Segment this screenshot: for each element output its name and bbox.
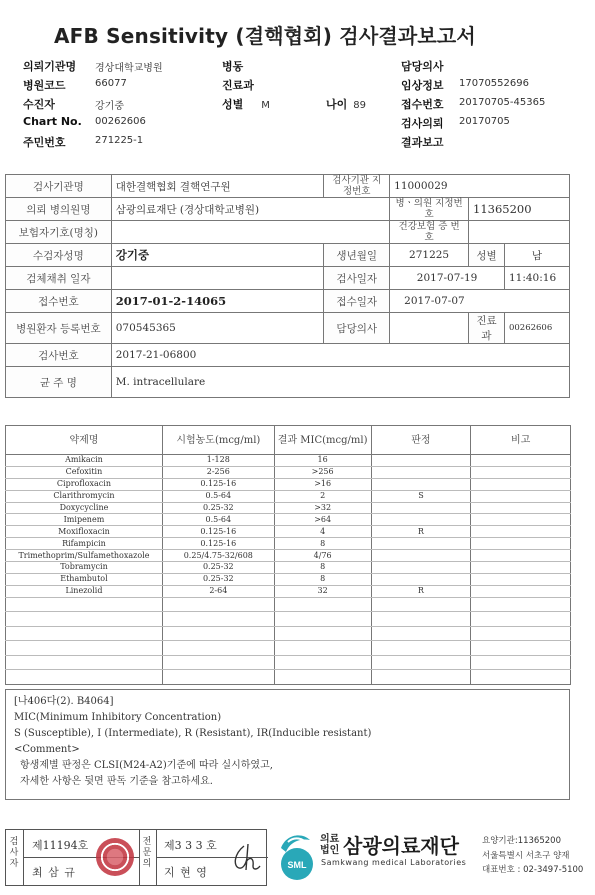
interp-cell (371, 562, 471, 574)
org-name: 삼광의료재단 (343, 834, 459, 858)
remark-cell (471, 641, 571, 656)
test-date-label: 검사일자 (324, 267, 390, 290)
hosp-code-value: 11365200 (469, 198, 570, 221)
header-field-value: 20170705 (459, 116, 510, 127)
note-line: S (Susceptible), I (Intermediate), R (Resistant), IR(Inducible resistant) (14, 728, 372, 739)
drug-name-cell: Imipenem (6, 514, 163, 526)
insurance-value (469, 221, 570, 244)
signature-box (5, 829, 267, 886)
remark-cell (471, 455, 571, 467)
interp-cell (371, 655, 471, 670)
remark-cell (471, 514, 571, 526)
notes-box (5, 689, 570, 800)
mic-cell (274, 655, 371, 670)
interp-cell (371, 641, 471, 656)
test-time-value: 11:40:16 (504, 267, 569, 290)
hosp-reg-value: 070545365 (111, 313, 324, 344)
mic-cell: >16 (274, 478, 371, 490)
header-field-label: Chart No. (23, 115, 82, 128)
drug-name-cell: Moxifloxacin (6, 526, 163, 538)
test-range-cell: 2-64 (162, 585, 274, 597)
drug-row (6, 502, 571, 514)
interp-cell (371, 612, 471, 627)
inspector-name: 최 삼 규 (32, 866, 76, 879)
interp-cell: S (371, 490, 471, 502)
collect-value (111, 267, 324, 290)
drug-name-cell: Ciprofloxacin (6, 478, 163, 490)
ward-label: 병동 (222, 60, 244, 73)
insured-value (111, 221, 389, 244)
header-field-value: 강기중 (95, 101, 124, 112)
specialist-name: 지 현 영 (164, 866, 208, 879)
exam-no-label: 검사번호 (6, 344, 112, 367)
specialist-signature (230, 840, 262, 874)
mic-cell: 4 (274, 526, 371, 538)
remark-cell (471, 490, 571, 502)
interp-cell (371, 626, 471, 641)
remark-cell (471, 655, 571, 670)
drug-table-header-cell: 비고 (471, 426, 571, 455)
drug-name-cell: Cefoxitin (6, 466, 163, 478)
organism-value: M. intracellulare (111, 367, 569, 398)
drug-table-header-cell: 판정 (371, 426, 471, 455)
org-name-en: Samkwang medical Laboratories (321, 858, 467, 867)
header-field-label: 수진자 (23, 98, 55, 111)
drug-name-cell: Rifampicin (6, 538, 163, 550)
interp-cell (371, 514, 471, 526)
interp-cell: R (371, 526, 471, 538)
req-hosp-label: 의뢰 병의원명 (6, 198, 112, 221)
receipt-date-value: 2017-07-07 (390, 290, 570, 313)
org-phone: 대표번호 : 02-3497-5100 (482, 865, 584, 875)
dept-label: 진료과 (222, 79, 254, 92)
header-field-label: 의뢰기관명 (23, 60, 77, 73)
sml-logo-icon (272, 830, 322, 882)
collect-label: 검체채취 일자 (6, 267, 112, 290)
mic-cell: >64 (274, 514, 371, 526)
remark-cell (471, 538, 571, 550)
sex-value: 남 (504, 244, 569, 267)
dept-label: 진료과 (469, 313, 505, 344)
remark-cell (471, 585, 571, 597)
drug-row (6, 562, 571, 574)
doctor-value (390, 313, 469, 344)
interp-cell (371, 478, 471, 490)
mic-cell: 8 (274, 562, 371, 574)
age-field: 나이 89 (326, 98, 366, 111)
interp-cell (371, 573, 471, 585)
header-field (23, 77, 127, 93)
test-range-cell: 0.25-32 (162, 562, 274, 574)
header-field-label: 병원코드 (23, 79, 66, 92)
inspector-label: 검사자 (9, 837, 19, 869)
mic-cell (274, 612, 371, 627)
note-line: 항생제별 판정은 CLSI(M24-A2)기준에 따라 실시하였고, (20, 760, 273, 771)
org-code: 요양기관:11365200 (482, 836, 561, 846)
test-range-cell: 0.25-32 (162, 573, 274, 585)
remark-cell (471, 562, 571, 574)
mic-cell: 8 (274, 538, 371, 550)
drug-name-cell (6, 612, 163, 627)
drug-row (6, 526, 571, 538)
drug-row (6, 573, 571, 585)
drug-name-cell (6, 626, 163, 641)
header-field-label: 임상정보 (401, 79, 444, 92)
sex-label: 성별 (469, 244, 505, 267)
patient-value: 강기중 (111, 244, 324, 267)
mic-cell: 2 (274, 490, 371, 502)
interp-cell (371, 670, 471, 685)
info-table (5, 174, 570, 398)
drug-name-cell (6, 597, 163, 612)
req-hosp-value: 삼광의료재단 (경상대학교병원) (111, 198, 389, 221)
remark-cell (471, 550, 571, 562)
header-field-value: 17070552696 (459, 78, 529, 89)
organism-label: 균 주 명 (6, 367, 112, 398)
drug-table-header-cell: 시험농도(mcg/ml) (162, 426, 274, 455)
exam-no-value: 2017-21-06800 (111, 344, 569, 367)
mic-cell (274, 597, 371, 612)
note-line: 자세한 사항은 뒷면 판독 기준을 참고하세요. (20, 776, 213, 787)
test-range-cell: 0.25/4.75-32/608 (162, 550, 274, 562)
remark-cell (471, 612, 571, 627)
remark-cell (471, 573, 571, 585)
drug-row (6, 550, 571, 562)
mic-cell: 32 (274, 585, 371, 597)
specialist-label: 전문의 (142, 837, 152, 869)
drug-table-header (6, 426, 571, 455)
doctor-label: 담당의사 (324, 313, 390, 344)
header-field (401, 134, 444, 150)
hosp-code-label: 병ㆍ의원 지정번호 (390, 198, 469, 221)
drug-row (6, 514, 571, 526)
drug-name-cell: Doxycycline (6, 502, 163, 514)
mic-cell: 4/76 (274, 550, 371, 562)
mic-cell (274, 670, 371, 685)
drug-name-cell: Tobramycin (6, 562, 163, 574)
header-field-label: 담당의사 (401, 60, 444, 73)
test-range-cell: 0.5-64 (162, 514, 274, 526)
test-range-cell: 0.125-16 (162, 538, 274, 550)
specialist-license: 제3 3 3 호 (164, 839, 217, 852)
remark-cell (471, 478, 571, 490)
accession-value: 2017-01-2-14065 (111, 290, 324, 313)
test-range-cell (162, 597, 274, 612)
header-field-label: 접수번호 (401, 98, 444, 111)
header-field (23, 96, 124, 112)
interp-cell (371, 538, 471, 550)
drug-row (6, 612, 571, 627)
mic-cell (274, 626, 371, 641)
drug-name-cell: Ethambutol (6, 573, 163, 585)
drug-name-cell: Clarithromycin (6, 490, 163, 502)
drug-row (6, 670, 571, 685)
remark-cell (471, 466, 571, 478)
drug-name-cell: Trimethoprim/Sulfamethoxazole (6, 550, 163, 562)
header-field (401, 77, 529, 93)
header-field (401, 115, 510, 131)
birth-label: 생년월일 (324, 244, 390, 267)
test-range-cell (162, 670, 274, 685)
birth-value: 271225 (390, 244, 469, 267)
drug-row (6, 585, 571, 597)
header-field (23, 115, 146, 128)
header-field-value: 경상대학교병원 (95, 63, 163, 74)
header-field-value: 20170705-45365 (459, 97, 546, 108)
drug-row (6, 626, 571, 641)
test-range-cell: 0.125-16 (162, 478, 274, 490)
interp-cell (371, 466, 471, 478)
mic-cell: >32 (274, 502, 371, 514)
org-address: 서울특별시 서초구 양재 (482, 851, 570, 861)
header-field (401, 96, 546, 112)
test-range-cell: 0.5-64 (162, 490, 274, 502)
test-range-cell (162, 626, 274, 641)
drug-name-cell (6, 670, 163, 685)
exam-org-label: 검사기관명 (6, 175, 112, 198)
test-range-cell: 1-128 (162, 455, 274, 467)
drug-name-cell (6, 655, 163, 670)
test-date-value: 2017-07-19 (390, 267, 505, 290)
sex-field: 성별 M (222, 98, 270, 111)
interp-cell (371, 550, 471, 562)
drug-row (6, 641, 571, 656)
header-field-label: 주민번호 (23, 136, 66, 149)
test-range-cell (162, 612, 274, 627)
test-range-cell (162, 641, 274, 656)
dept-value: 00262606 (504, 313, 569, 344)
mic-cell: 8 (274, 573, 371, 585)
header-field (23, 134, 144, 150)
inspector-license: 제11194호 (32, 839, 89, 852)
header-field (23, 58, 163, 74)
header-field-value: 271225-1 (95, 135, 144, 146)
hosp-reg-label: 병원환자 등록번호 (6, 313, 112, 344)
remark-cell (471, 626, 571, 641)
inspector-seal (96, 838, 134, 876)
mic-cell: 16 (274, 455, 371, 467)
test-range-cell: 0.125-16 (162, 526, 274, 538)
receipt-date-label: 접수일자 (324, 290, 390, 313)
test-range-cell: 0.25-32 (162, 502, 274, 514)
remark-cell (471, 670, 571, 685)
exam-code-label: 검사기관 지정번호 (324, 175, 390, 198)
drug-row (6, 655, 571, 670)
drug-table (5, 425, 571, 685)
drug-name-cell: Amikacin (6, 455, 163, 467)
interp-cell: R (371, 585, 471, 597)
exam-code-value: 11000029 (390, 175, 570, 198)
drug-row (6, 490, 571, 502)
header-field-label: 검사의뢰 (401, 117, 444, 130)
mic-cell: >256 (274, 466, 371, 478)
remark-cell (471, 526, 571, 538)
note-line: <Comment> (14, 744, 80, 755)
mic-cell (274, 641, 371, 656)
drug-name-cell: Linezolid (6, 585, 163, 597)
drug-row (6, 466, 571, 478)
header-field (401, 58, 444, 74)
drug-row (6, 455, 571, 467)
drug-table-header-cell: 약제명 (6, 426, 163, 455)
header-field-label: 결과보고 (401, 136, 444, 149)
header-field-value: 66077 (95, 78, 127, 89)
patient-label: 수검자성명 (6, 244, 112, 267)
remark-cell (471, 502, 571, 514)
note-line: MIC(Minimum Inhibitory Concentration) (14, 712, 222, 723)
org-prefix: 의료 법인 (320, 834, 340, 856)
drug-row (6, 597, 571, 612)
interp-cell (371, 455, 471, 467)
insurance-label: 건강보험 증 번 호 (390, 221, 469, 244)
test-range-cell (162, 655, 274, 670)
logo-text: SML (287, 860, 307, 870)
remark-cell (471, 597, 571, 612)
interp-cell (371, 597, 471, 612)
accession-label: 접수번호 (6, 290, 112, 313)
test-range-cell: 2-256 (162, 466, 274, 478)
interp-cell (371, 502, 471, 514)
drug-row (6, 538, 571, 550)
insured-label: 보험자기호(명칭) (6, 221, 112, 244)
header-field-value: 00262606 (95, 116, 146, 127)
exam-org-value: 대한결핵협회 결핵연구원 (111, 175, 324, 198)
drug-row (6, 478, 571, 490)
drug-name-cell (6, 641, 163, 656)
report-title: AFB Sensitivity (결핵협회) 검사결과보고서 (54, 24, 476, 48)
drug-table-header-cell: 결과 MIC(mcg/ml) (274, 426, 371, 455)
note-line: [나406다(2). B4064] (14, 696, 114, 707)
